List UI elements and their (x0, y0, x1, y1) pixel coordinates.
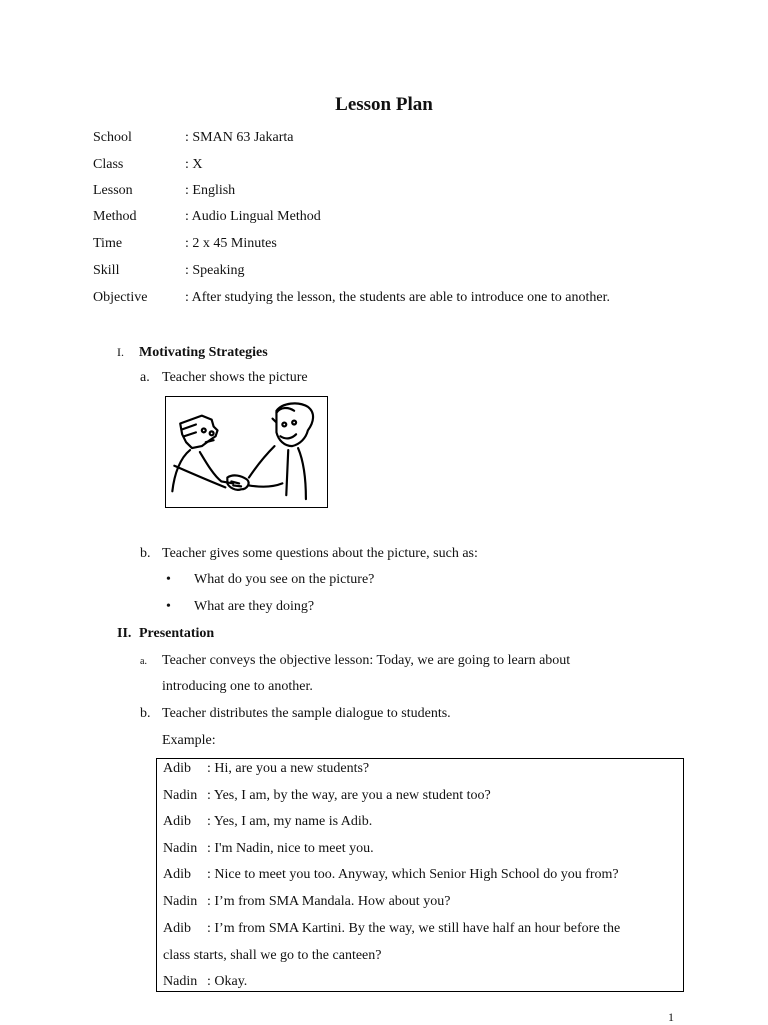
dialogue-text: class starts, shall we go to the canteen? (163, 948, 382, 963)
dialogue-speaker: Nadin (163, 788, 198, 803)
dialogue-speaker: Adib (163, 761, 191, 776)
handshake-illustration (165, 396, 328, 508)
dialogue-speaker: Nadin (163, 974, 198, 989)
dialogue-text: : Hi, are you a new students? (207, 761, 370, 776)
info-value: : Speaking (185, 263, 245, 278)
bullet-item (166, 570, 374, 590)
info-label: Time (93, 236, 123, 251)
item-continuation: introducing one to another. (162, 679, 313, 694)
dialogue-speaker: Nadin (163, 841, 198, 856)
dialogue-text: : Nice to meet you too. Anyway, which Senior High School do you from? (207, 867, 619, 882)
dialogue-line (163, 865, 619, 885)
dialogue-line (163, 759, 369, 779)
bullet-item (166, 597, 314, 617)
dialogue-line (163, 972, 247, 992)
section-heading-motivating (117, 342, 268, 363)
dialogue-text: : Okay. (207, 974, 248, 989)
section-title: Presentation (139, 626, 215, 641)
info-label: Skill (93, 263, 120, 278)
section-heading-presentation (117, 624, 214, 644)
dialogue-box (156, 758, 684, 992)
info-value: : SMAN 63 Jakarta (185, 130, 294, 145)
info-label: Method (93, 209, 137, 224)
item-marker: b. (140, 546, 151, 561)
bullet-icon: • (166, 572, 171, 587)
dialogue-text: : I’m from SMA Mandala. How about you? (207, 894, 451, 909)
dialogue-speaker: Nadin (163, 894, 198, 909)
item-text: Teacher shows the picture (162, 370, 308, 385)
bullet-icon: • (166, 599, 171, 614)
handshake-icon (166, 397, 327, 507)
list-item-a (140, 651, 570, 672)
dialogue-text: : I'm Nadin, nice to meet you. (207, 841, 374, 856)
dialogue-line (163, 812, 372, 832)
dialogue-text: : Yes, I am, by the way, are you a new student too? (207, 788, 491, 803)
info-value: : After studying the lesson, the students are able to introduce one to another. (185, 290, 610, 305)
dialogue-line-continuation (163, 946, 381, 966)
info-value: : Audio Lingual Method (185, 209, 321, 224)
dialogue-line (163, 892, 450, 912)
info-label: Objective (93, 290, 148, 305)
dialogue-text: : I’m from SMA Kartini. By the way, we still have half an hour before the (207, 921, 621, 936)
bullet-text: What are they doing? (194, 599, 315, 614)
example-label: Example: (162, 733, 216, 748)
info-label: School (93, 130, 132, 145)
info-value: : X (185, 157, 203, 172)
list-item-b (140, 544, 478, 564)
item-text: Teacher gives some questions about the picture, such as: (162, 546, 478, 561)
info-label: Class (93, 157, 124, 172)
item-text: Teacher distributes the sample dialogue to students. (162, 706, 451, 721)
info-label: Lesson (93, 183, 133, 198)
dialogue-speaker: Adib (163, 814, 191, 829)
item-marker: a. (140, 656, 147, 667)
item-marker: a. (140, 370, 150, 385)
section-number: I. (117, 345, 124, 359)
bullet-text: What do you see on the picture? (194, 572, 375, 587)
page-title: Lesson Plan (335, 94, 433, 115)
dialogue-line (163, 919, 620, 939)
dialogue-speaker: Adib (163, 867, 191, 882)
section-title: Motivating Strategies (139, 345, 268, 360)
dialogue-line (163, 786, 491, 806)
dialogue-text: : Yes, I am, my name is Adib. (207, 814, 373, 829)
info-value: : English (185, 183, 236, 198)
dialogue-line (163, 839, 374, 859)
item-text: Teacher conveys the objective lesson: Today, we are going to learn about (162, 653, 571, 668)
info-value: : 2 x 45 Minutes (185, 236, 277, 251)
section-number: II. (117, 626, 132, 641)
list-item-a (140, 368, 308, 388)
page-number: 1 (668, 1010, 674, 1024)
list-item-b (140, 704, 451, 724)
dialogue-speaker: Adib (163, 921, 191, 936)
item-marker: b. (140, 706, 151, 721)
